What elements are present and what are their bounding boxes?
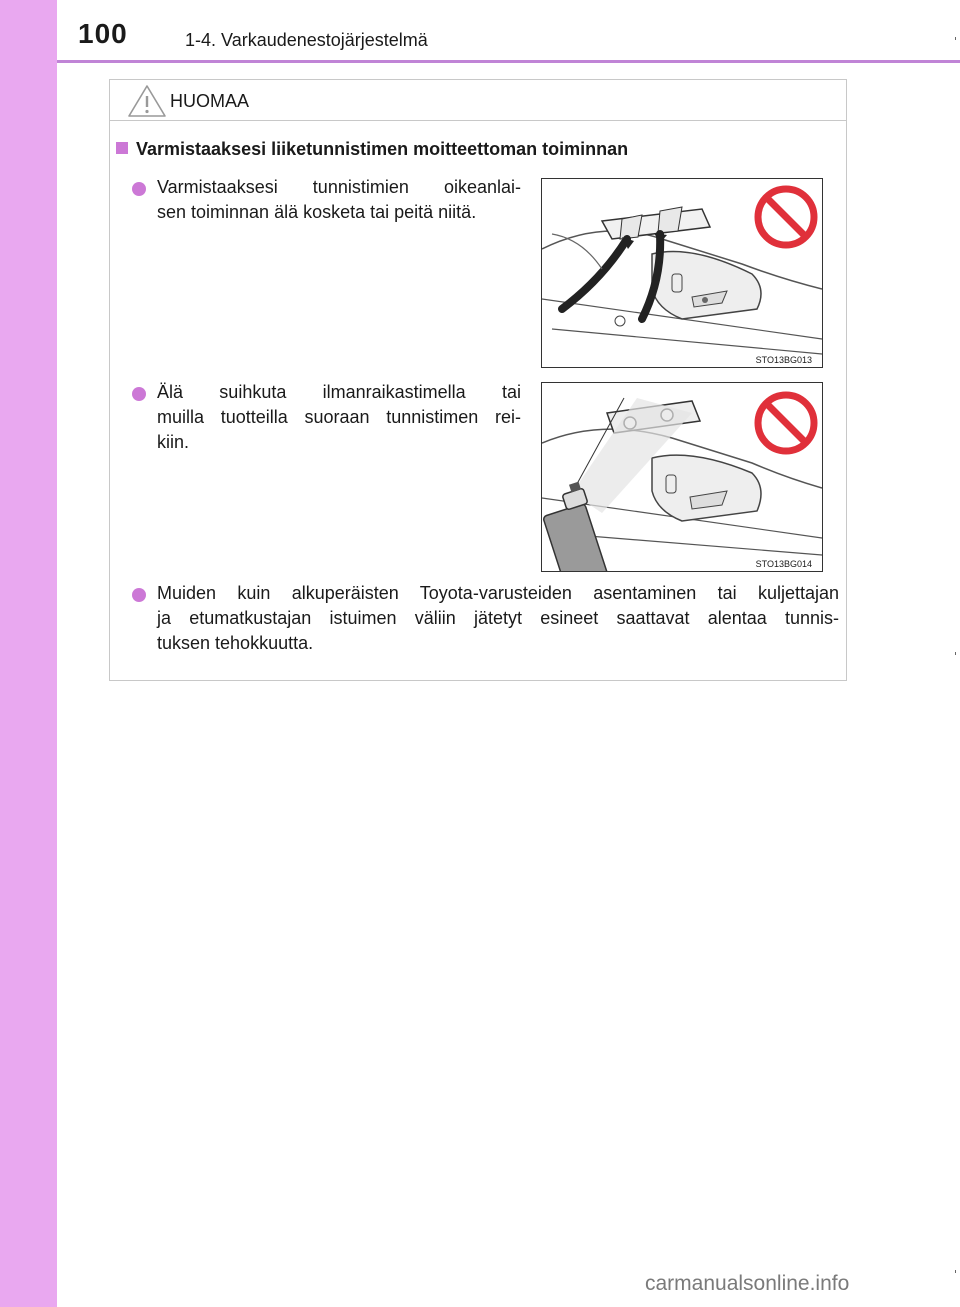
crop-mark xyxy=(955,652,956,655)
illustration-spray-sensor xyxy=(541,382,823,572)
prohibited-icon xyxy=(754,391,818,455)
prohibited-icon xyxy=(754,185,818,249)
square-bullet-icon xyxy=(116,142,128,154)
list-item: Älä suihkuta ilmanraikastimella tai muilla tuotteilla suoraan tunnistimen rei- kiin. xyxy=(157,382,521,452)
side-tab-strip xyxy=(0,0,57,1307)
round-bullet-icon xyxy=(132,182,146,196)
round-bullet-icon xyxy=(132,387,146,401)
section-title: 1-4. Varkaudenestojärjestelmä xyxy=(185,30,428,50)
figure-code: STO13BG013 xyxy=(755,355,812,365)
list-item: Muiden kuin alkuperäisten Toyota-varusteiden asentaminen tai kuljettajan ja etumatkustajan istuimen väliin jätetyt esineet saattavat alentaa tunnis- tuksen tehokkuutta. xyxy=(157,583,839,653)
figure-code: STO13BG014 xyxy=(755,559,812,569)
crop-mark xyxy=(955,1270,956,1273)
notice-title: HUOMAA xyxy=(170,91,250,111)
subheading xyxy=(116,139,628,160)
header-divider xyxy=(57,60,960,63)
illustration-touch-sensor xyxy=(541,178,823,368)
list-item: Varmistaaksesi tunnistimien oikeanlai- sen toiminnan älä kosketa tai peitä niitä. xyxy=(157,177,521,222)
watermark: carmanualsonline.info xyxy=(645,1272,850,1295)
notice-box xyxy=(109,79,847,681)
notice-header xyxy=(110,80,846,121)
round-bullet-icon xyxy=(132,588,146,602)
subheading-text: Varmistaaksesi liiketunnistimen moitteettoman toiminnan xyxy=(136,139,629,159)
page-number: 100 xyxy=(78,18,128,49)
crop-mark xyxy=(955,37,956,40)
warning-triangle-icon xyxy=(127,84,167,123)
